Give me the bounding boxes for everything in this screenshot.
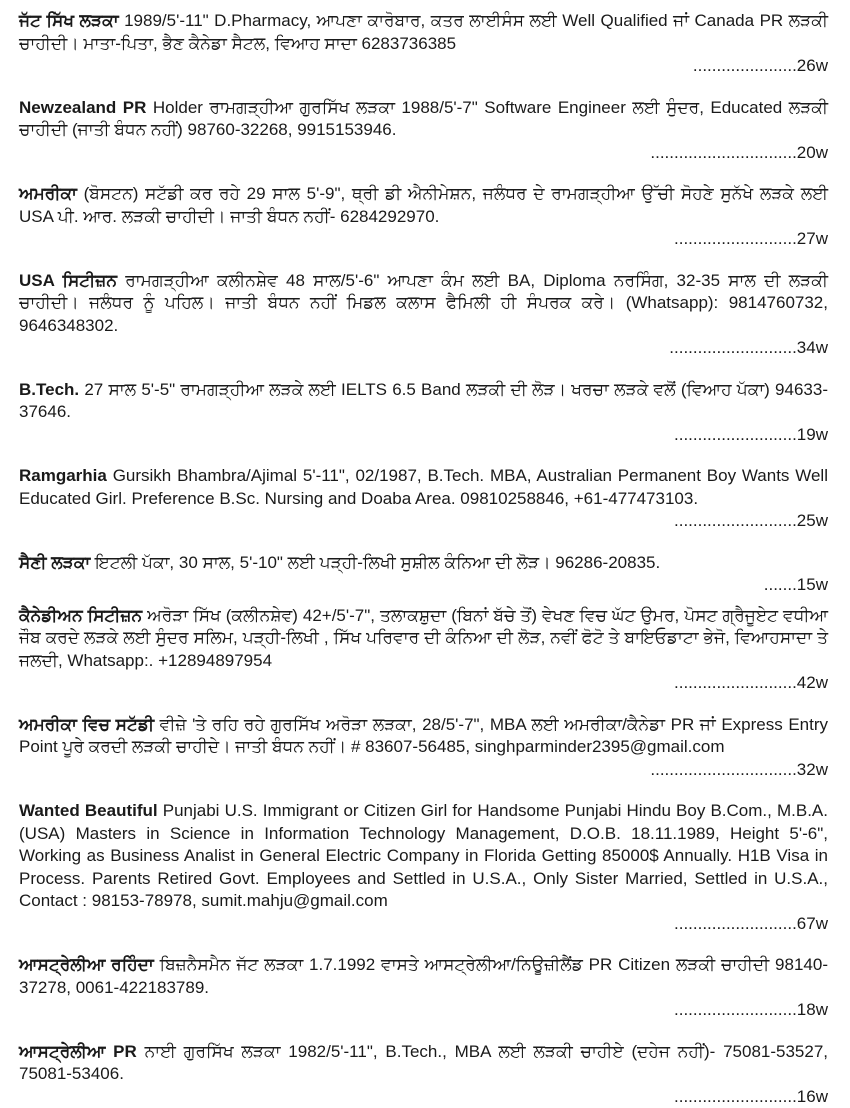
ad-text: ਬਿਜ਼ਨੈਸਮੈਨ ਜੱਟ ਲੜਕਾ 1.7.1992 ਵਾਸਤੇ ਆਸਟ੍ਰੇਲੀਆ/ਨਿਊਜ਼ੀਲੈਂਡ PR Citizen ਲੜਕੀ ਚਾਹੀਦੀ 98140-37278, 0061-422183789. [19, 955, 828, 997]
ad-text: Punjabi U.S. Immigrant or Citizen Girl for Handsome Punjabi Hindu Boy B.Com., M.B.A. (USA) Masters in Science in Information Technology Management, D.O.B. 18.11.1989, Height 5'-6", Working as Business Analist in General Electric Company in Florida Getting 85000$ Annually. H1B Visa in Process. Parents Retired Govt. Employees and Settled in U.S.A., Only Sister Married, Settled in U.S.A., Contact : 98153-78978, sumit.mahju@gmail.com [19, 801, 828, 910]
ad-heading: ਜੱਟ ਸਿੱਖ ਲੜਕਾ [19, 11, 119, 30]
classified-ad [19, 714, 828, 782]
ad-heading: ਆਸਟ੍ਰੇਲੀਆ PR [19, 1042, 137, 1061]
classified-ad [19, 97, 828, 165]
ad-heading: ਆਸਟ੍ਰੇਲੀਆ ਰਹਿੰਦਾ [19, 955, 154, 974]
classified-ad [19, 379, 828, 447]
classified-ad [19, 1041, 828, 1108]
classified-ad [19, 183, 828, 251]
classified-ad [19, 605, 828, 695]
ad-word-count: ..........................42w [674, 672, 828, 695]
ad-word-count: ..........................16w [674, 1086, 828, 1108]
ad-heading: Ramgarhia [19, 466, 107, 485]
ad-text: Gursikh Bhambra/Ajimal 5'-11", 02/1987, B.Tech. MBA, Australian Permanent Boy Wants Well Educated Girl. Preference B.Sc. Nursing and Doaba Area. 09810258846, +61-477473103. [19, 466, 828, 508]
ad-word-count: ..........................19w [674, 424, 828, 447]
ad-text: ਨਾਈ ਗੁਰਸਿੱਖ ਲੜਕਾ 1982/5'-11", B.Tech., MBA ਲਈ ਲੜਕੀ ਚਾਹੀਏ (ਦਹੇਜ ਨਹੀਂ)- 75081-53527, 75081-53406. [19, 1042, 828, 1084]
classified-ad [19, 465, 828, 533]
classified-ad [19, 800, 828, 935]
ad-word-count: ...........................34w [669, 337, 828, 360]
ad-heading: B.Tech. [19, 380, 79, 399]
ad-text: ਵੀਜ਼ੇ 'ਤੇ ਰਹਿ ਰਹੇ ਗੁਰਸਿੱਖ ਅਰੋੜਾ ਲੜਕਾ, 28/5'-7", MBA ਲਈ ਅਮਰੀਕਾ/ਕੈਨੇਡਾ PR ਜਾਂ Express Entry Point ਪੂਰੇ ਕਰਦੀ ਲੜਕੀ ਚਾਹੀਦੇ। ਜਾਤੀ ਬੰਧਨ ਨਹੀਂ। # 83607-56485, singhparminder2395@gmail.com [19, 715, 828, 757]
classified-ad [19, 270, 828, 360]
ad-text: 27 ਸਾਲ 5'-5" ਰਾਮਗੜ੍ਹੀਆ ਲੜਕੇ ਲਈ IELTS 6.5 Band ਲੜਕੀ ਦੀ ਲੋੜ। ਖਰਚਾ ਲੜਕੇ ਵਲੋਂ (ਵਿਆਹ ਪੱਕਾ) 94633-37646. [19, 380, 828, 422]
ad-text: ਅਰੋੜਾ ਸਿੱਖ (ਕਲੀਨਸ਼ੇਵ) 42+/5'-7", ਤਲਾਕਸ਼ੁਦਾ (ਬਿਨਾਂ ਬੱਚੇ ਤੋਂ) ਵੇਖਣ ਵਿਚ ਘੱਟ ਉਮਰ, ਪੋਸਟ ਗ੍ਰੈਜੂਏਟ ਵਧੀਆ ਜੌਬ ਕਰਦੇ ਲੜਕੇ ਲਈ ਸੁੰਦਰ ਸਲਿਮ, ਪੜ੍ਹੀ-ਲਿਖੀ , ਸਿੱਖ ਪਰਿਵਾਰ ਦੀ ਕੰਨਿਆ ਦੀ ਲੋੜ, ਨਵੀਂ ਫੋਟੋ ਤੇ ਬਾਇਓਡਾਟਾ ਭੇਜੋ, ਵਿਆਹਸਾਦਾ ਤੇ ਜਲਦੀ, Whatsapp:. +12894897954 [19, 606, 828, 670]
ad-heading: ਅਮਰੀਕਾ [19, 184, 77, 203]
ad-heading: Newzealand PR [19, 98, 146, 117]
ad-word-count: ..........................25w [674, 510, 828, 533]
classified-ad [19, 552, 828, 597]
ad-heading: ਕੈਨੇਡੀਅਨ ਸਿਟੀਜ਼ਨ [19, 606, 142, 625]
classified-ad [19, 10, 828, 78]
ad-word-count: .......15w [764, 574, 828, 597]
classified-ad [19, 954, 828, 1022]
ad-text: 1989/5'-11" D.Pharmacy, ਆਪਣਾ ਕਾਰੋਬਾਰ, ਕਤਰ ਲਾਈਸੰਸ ਲਈ Well Qualified ਜਾਂ Canada PR ਲੜਕੀ ਚਾਹੀਦੀ। ਮਾਤਾ-ਪਿਤਾ, ਭੈਣ ਕੈਨੇਡਾ ਸੈਟਲ, ਵਿਆਹ ਸਾਦਾ 6283736385 [19, 11, 828, 53]
ad-text: (ਬੋਸਟਨ) ਸਟੱਡੀ ਕਰ ਰਹੇ 29 ਸਾਲ 5'-9", ਥ੍ਰੀ ਡੀ ਐਨੀਮੇਸ਼ਨ, ਜਲੰਧਰ ਦੇ ਰਾਮਗੜ੍ਹੀਆ ਉੱਚੀ ਸੋਹਣੇ ਸੁਨੱਖੇ ਲੜਕੇ ਲਈ USA ਪੀ. ਆਰ. ਲੜਕੀ ਚਾਹੀਦੀ। ਜਾਤੀ ਬੰਧਨ ਨਹੀਂ- 6284292970. [19, 184, 828, 226]
ad-word-count: ...............................20w [650, 142, 828, 165]
ad-word-count: ..........................27w [674, 228, 828, 251]
ad-text: ਰਾਮਗੜ੍ਹੀਆ ਕਲੀਨਸ਼ੇਵ 48 ਸਾਲ/5'-6" ਆਪਣਾ ਕੰਮ ਲਈ BA, Diploma ਨਰਸਿੰਗ, 32-35 ਸਾਲ ਦੀ ਲੜਕੀ ਚਾਹੀਦੀ। ਜਲੰਧਰ ਨੂੰ ਪਹਿਲ। ਜਾਤੀ ਬੰਧਨ ਨਹੀਂ ਮਿਡਲ ਕਲਾਸ ਫੈਮਿਲੀ ਹੀ ਸੰਪਰਕ ਕਰੇ। (Whatsapp): 9814760732, 9646348302. [19, 271, 828, 335]
ad-text: ਇਟਲੀ ਪੱਕਾ, 30 ਸਾਲ, 5'-10" ਲਈ ਪੜ੍ਹੀ-ਲਿਖੀ ਸੁਸ਼ੀਲ ਕੰਨਿਆ ਦੀ ਲੋੜ। 96286-20835. [90, 553, 660, 572]
ad-word-count: ...............................32w [650, 759, 828, 782]
ad-text: Holder ਰਾਮਗੜ੍ਹੀਆ ਗੁਰਸਿੱਖ ਲੜਕਾ 1988/5'-7" Software Engineer ਲਈ ਸੁੰਦਰ, Educated ਲੜਕੀ ਚਾਹੀਦੀ (ਜਾਤੀ ਬੰਧਨ ਨਹੀਂ) 98760-32268, 9915153946. [19, 98, 828, 140]
ad-heading: Wanted Beautiful [19, 801, 158, 820]
ad-heading: USA ਸਿਟੀਜ਼ਨ [19, 271, 117, 290]
ad-heading: ਸੈਣੀ ਲੜਕਾ [19, 553, 90, 572]
ad-word-count: ..........................67w [674, 913, 828, 936]
ad-word-count: ..........................18w [674, 999, 828, 1022]
ad-word-count: ......................26w [693, 55, 828, 78]
ad-heading: ਅਮਰੀਕਾ ਵਿਚ ਸਟੱਡੀ [19, 715, 154, 734]
